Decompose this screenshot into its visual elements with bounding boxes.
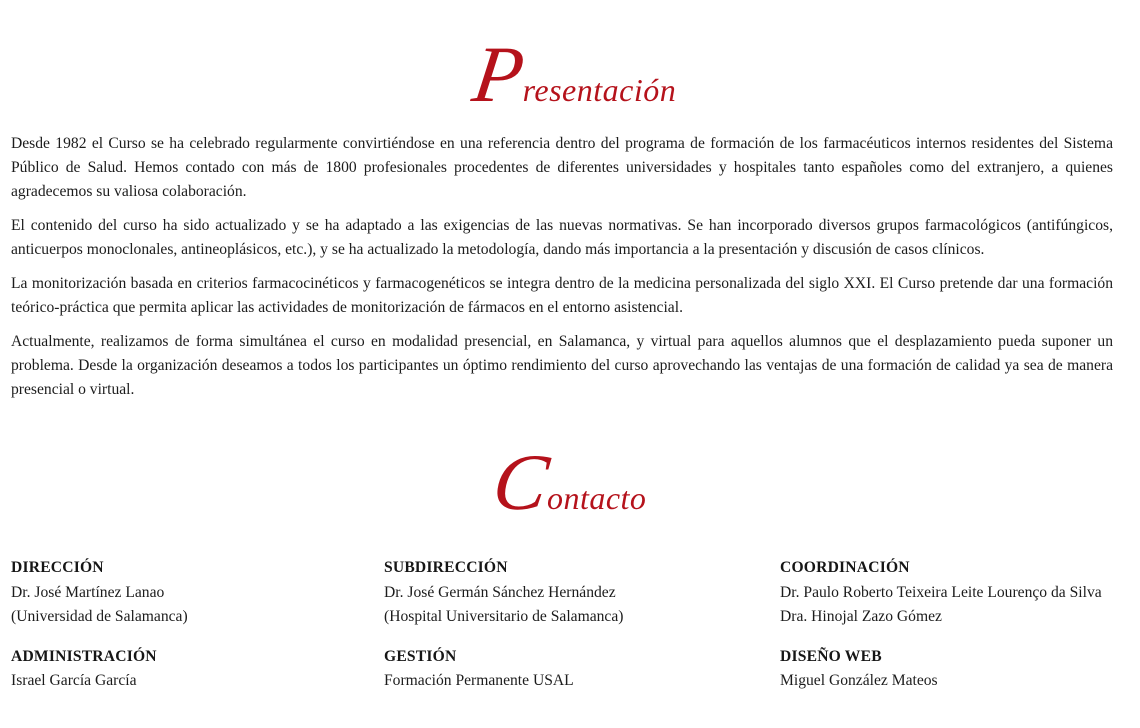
contact-column-middle — [384, 556, 623, 694]
contact-block-subdireccion — [384, 556, 623, 630]
person-name: Israel García García — [11, 672, 137, 689]
presentacion-heading-initial: P — [467, 31, 529, 120]
contacto-heading — [0, 438, 1140, 533]
contact-block-direccion — [11, 556, 188, 630]
person-name: Miguel González Mateos — [780, 672, 938, 689]
role-label: GESTIÓN — [384, 647, 457, 665]
person-name: Dr. José Germán Sánchez Hernández — [384, 583, 616, 601]
intro-paragraph: La monitorización basada en criterios farmacocinéticos y farmacogenéticos se integra dentro de la medicina personalizada del siglo XXI. El Curso pretende dar una formación teórico-práctica que permita aplicar las actividades de monitorización de fármacos en el entorno asistencial. — [11, 275, 1113, 316]
contacto-heading-initial: C — [487, 438, 554, 527]
intro-paragraph: El contenido del curso ha sido actualizado y se ha adaptado a las exigencias de las nuevas normativas. Se han incorporado diversos grupos farmacológicos (antifúngicos, anticuerpos monoclonales, antineoplásicos, etc.), y se ha actualizado la metodología, dando más importancia a la presentación y discusión de casos clínicos. — [11, 217, 1113, 258]
presentacion-heading-rest: resentación — [522, 72, 677, 109]
person-name: Formación Permanente USAL — [384, 672, 574, 689]
contact-block-administracion — [11, 645, 188, 694]
role-label: ADMINISTRACIÓN — [11, 647, 157, 665]
contact-block-gestion — [384, 645, 623, 694]
person-name: Dr. Paulo Roberto Teixeira Leite Lourenço da Silva — [780, 583, 1102, 601]
contacto-heading-rest: ontacto — [546, 479, 647, 516]
intro-paragraph: Actualmente, realizamos de forma simultánea el curso en modalidad presencial, en Salamanca, y virtual para aquellos alumnos que el desplazamiento pueda suponer un problema. Desde la organización deseamos a todos los participantes un óptimo rendimiento del curso aprovechando las ventajas de una formación de calidad ya sea de manera presencial o virtual. — [11, 333, 1113, 398]
contact-column-left — [11, 556, 188, 694]
role-label: SUBDIRECCIÓN — [384, 559, 508, 576]
contact-block-coordinacion — [780, 556, 1102, 630]
presentacion-section — [11, 132, 1113, 412]
role-label: COORDINACIÓN — [780, 559, 910, 576]
person-name: Dra. Hinojal Zazo Gómez — [780, 608, 942, 625]
person-affiliation: (Universidad de Salamanca) — [11, 608, 188, 625]
role-label: DIRECCIÓN — [11, 559, 104, 576]
contact-column-right — [780, 556, 1102, 694]
contact-block-diseno-web — [780, 645, 1102, 694]
presentacion-heading — [0, 31, 1140, 125]
person-name: Dr. José Martínez Lanao — [11, 583, 165, 601]
person-affiliation: (Hospital Universitario de Salamanca) — [384, 608, 624, 625]
intro-paragraph: Desde 1982 el Curso se ha celebrado regularmente convirtiéndose en una referencia dentro del programa de formación de los farmacéuticos internos residentes del Sistema Público de Salud. Hemos contado con más de 1800 profesionales procedentes de diferentes universidades y hospitales tanto españoles como del extranjero, a quienes agradecemos su valiosa colaboración. — [11, 135, 1113, 200]
role-label: DISEÑO WEB — [780, 647, 882, 665]
